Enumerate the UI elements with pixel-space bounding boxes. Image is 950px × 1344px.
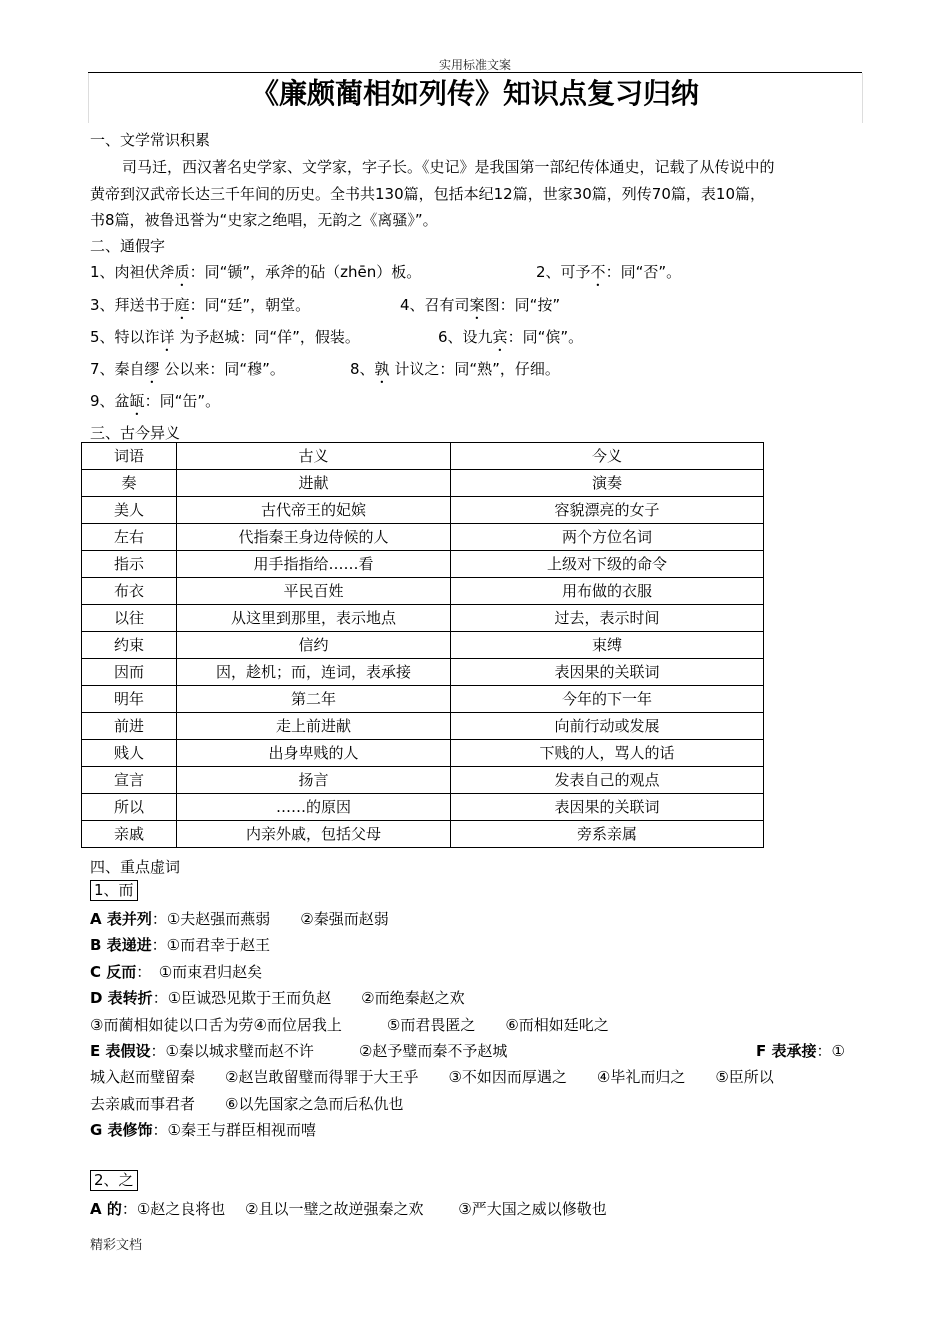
paragraph-line: 司马迁，西汉著名史学家、文学家，字子长。《史记》是我国第一部纪传体通史，记载了从传说中的	[122, 158, 775, 176]
ancient-meaning-cell: 古代帝王的妃嫔	[177, 497, 451, 524]
xuci-label-er	[90, 880, 138, 901]
tongjia-item: 9、盆缻：同“缶”。	[90, 392, 221, 410]
modern-meaning-cell: 旁系亲属	[451, 821, 764, 848]
section-heading-tongjia: 二、通假字	[90, 237, 166, 255]
modern-meaning-cell: 上级对下级的命令	[451, 551, 764, 578]
section-heading-xuci: 四、重点虚词	[90, 858, 181, 876]
column-header: 今义	[451, 443, 764, 470]
modern-meaning-cell: 表因果的关联词	[451, 794, 764, 821]
ancient-meaning-cell: 因，趁机；而，连词，表承接	[177, 659, 451, 686]
usage-line: E 表假设：①秦以城求璧而赵不许 ②赵予璧而秦不予赵城	[90, 1042, 508, 1060]
column-header: 古义	[177, 443, 451, 470]
section-heading-literature: 一、文学常识积累	[90, 131, 211, 149]
modern-meaning-cell: 发表自己的观点	[451, 767, 764, 794]
modern-meaning-cell: 两个方位名词	[451, 524, 764, 551]
term-cell: 亲戚	[82, 821, 177, 848]
term-cell: 贱人	[82, 740, 177, 767]
ancient-meaning-cell: 内亲外戚，包括父母	[177, 821, 451, 848]
usage-line: C 反而： ①而束君归赵矣	[90, 963, 263, 981]
ancient-meaning-cell: 进献	[177, 470, 451, 497]
ancient-meaning-cell: 从这里到那里，表示地点	[177, 605, 451, 632]
modern-meaning-cell: 过去，表示时间	[451, 605, 764, 632]
usage-line: G 表修饰：①秦王与群臣相视而嘻	[90, 1121, 316, 1139]
tongjia-item: 8、孰 计议之：同“熟”，仔细。	[350, 360, 560, 378]
term-cell: 奏	[82, 470, 177, 497]
term-cell: 布衣	[82, 578, 177, 605]
tongjia-item: 4、召有司案图：同“按”	[400, 296, 561, 314]
table-row	[82, 740, 764, 767]
tongjia-item: 2、可予不：同“否”。	[536, 263, 682, 281]
ancient-meaning-cell: 用手指指给……看	[177, 551, 451, 578]
usage-line: B 表递进：①而君幸于赵王	[90, 936, 271, 954]
term-cell: 前进	[82, 713, 177, 740]
table-row	[82, 659, 764, 686]
usage-line: A 表并列：①夫赵强而燕弱 ②秦强而赵弱	[90, 910, 389, 928]
ancient-meaning-cell: ……的原因	[177, 794, 451, 821]
ancient-meaning-cell: 走上前进献	[177, 713, 451, 740]
term-cell: 指示	[82, 551, 177, 578]
modern-meaning-cell: 向前行动或发展	[451, 713, 764, 740]
page-footer: 精彩文档	[90, 1238, 143, 1253]
usage-line: 城入赵而璧留秦 ②赵岂敢留璧而得罪于大王乎 ③不如因而厚遇之 ④毕礼而归之 ⑤臣所以	[90, 1068, 774, 1086]
tongjia-item: 1、肉袒伏斧质：同“锧”，承斧的砧（zhēn）板。	[90, 263, 422, 281]
paragraph-line: 书8篇，被鲁迅誉为“史家之绝唱，无韵之《离骚》”。	[90, 211, 438, 229]
table-row	[82, 524, 764, 551]
term-cell: 约束	[82, 632, 177, 659]
term-cell: 因而	[82, 659, 177, 686]
modern-meaning-cell: 用布做的衣服	[451, 578, 764, 605]
modern-meaning-cell: 演奏	[451, 470, 764, 497]
table-row	[82, 497, 764, 524]
paragraph-line: 黄帝到汉武帝长达三千年间的历史。全书共130篇，包括本纪12篇，世家30篇，列传70篇，表10篇，	[90, 185, 765, 203]
ancient-meaning-cell: 平民百姓	[177, 578, 451, 605]
tongjia-item: 7、秦自缪 公以来：同“穆”。	[90, 360, 285, 378]
table-row	[82, 767, 764, 794]
xuci-label-zhi	[90, 1170, 138, 1191]
tongjia-item: 6、设九宾：同“傧”。	[438, 328, 584, 346]
table-row	[82, 632, 764, 659]
term-cell: 明年	[82, 686, 177, 713]
table-row	[82, 821, 764, 848]
term-cell: 所以	[82, 794, 177, 821]
column-header: 词语	[82, 443, 177, 470]
modern-meaning-cell: 容貌漂亮的女子	[451, 497, 764, 524]
table-header-row	[82, 443, 764, 470]
boxed-label: 1、而	[90, 880, 138, 901]
modern-meaning-cell: 今年的下一年	[451, 686, 764, 713]
table-row	[82, 794, 764, 821]
tongjia-item: 3、拜送书于庭：同“廷”，朝堂。	[90, 296, 311, 314]
ancient-meaning-cell: 信约	[177, 632, 451, 659]
gujin-table	[81, 442, 764, 848]
modern-meaning-cell: 下贱的人，骂人的话	[451, 740, 764, 767]
table-row	[82, 605, 764, 632]
term-cell: 美人	[82, 497, 177, 524]
page-header: 实用标准文案	[438, 58, 511, 72]
ancient-meaning-cell: 出身卑贱的人	[177, 740, 451, 767]
usage-line: 去亲戚而事君者 ⑥以先国家之急而后私仇也	[90, 1095, 404, 1113]
tongjia-item: 5、特以诈详 为予赵城：同“佯”，假装。	[90, 328, 360, 346]
term-cell: 左右	[82, 524, 177, 551]
usage-line: D 表转折：①臣诚恐见欺于王而负赵 ②而绝秦赵之欢	[90, 989, 465, 1007]
boxed-label: 2、之	[90, 1170, 138, 1191]
section-heading-gujin: 三、古今异义	[90, 424, 181, 442]
modern-meaning-cell: 表因果的关联词	[451, 659, 764, 686]
ancient-meaning-cell: 代指秦王身边侍候的人	[177, 524, 451, 551]
ancient-meaning-cell: 第二年	[177, 686, 451, 713]
table-row	[82, 551, 764, 578]
ancient-meaning-cell: 扬言	[177, 767, 451, 794]
page-title: 《廉颇蔺相如列传》知识点复习归纳	[250, 77, 699, 110]
usage-line: F 表承接：①	[756, 1042, 845, 1060]
usage-line: ③而蔺相如徒以口舌为劳④而位居我上 ⑤而君畏匿之 ⑥而相如廷叱之	[90, 1016, 609, 1034]
table-row	[82, 470, 764, 497]
table-row	[82, 686, 764, 713]
modern-meaning-cell: 束缚	[451, 632, 764, 659]
term-cell: 以往	[82, 605, 177, 632]
usage-line: A 的：①赵之良将也 ②且以一璧之故逆强秦之欢 ③严大国之威以修敬也	[90, 1200, 607, 1218]
term-cell: 宣言	[82, 767, 177, 794]
table-row	[82, 578, 764, 605]
table-row	[82, 713, 764, 740]
